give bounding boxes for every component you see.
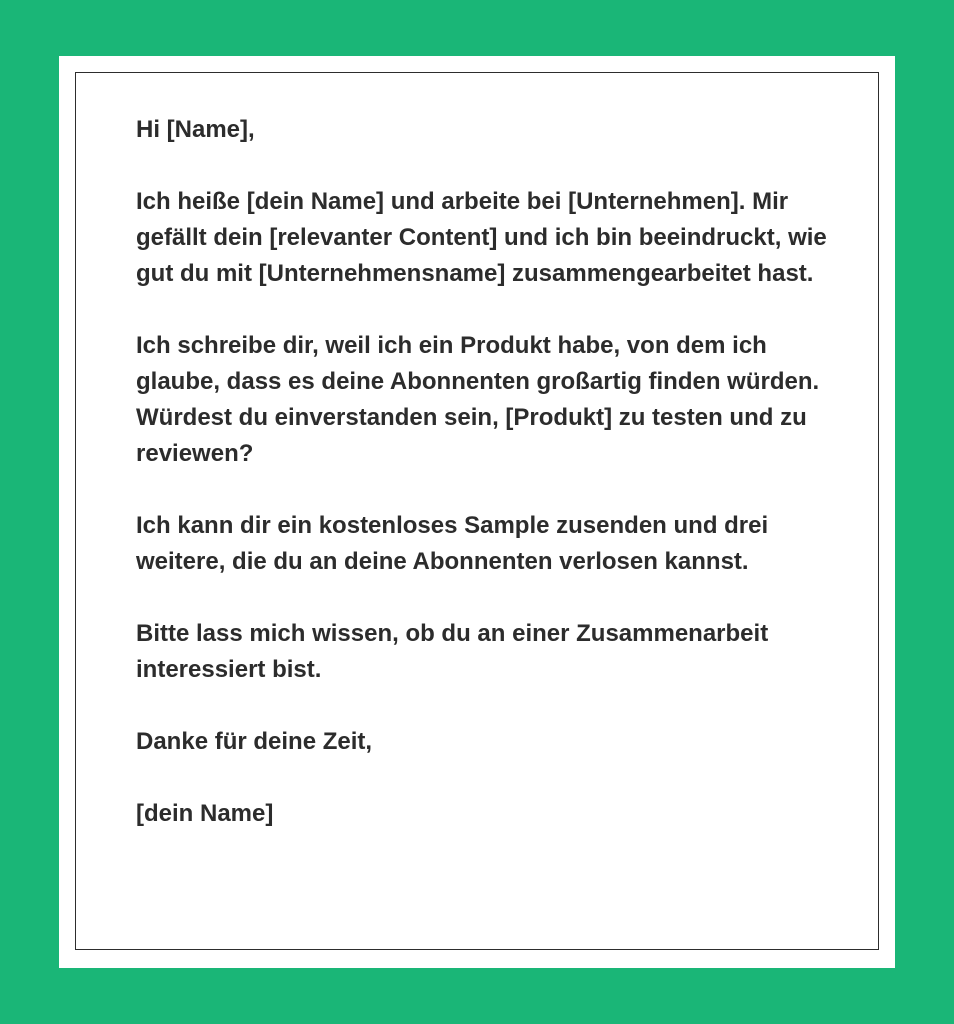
letter-paragraph-offer: Ich kann dir ein kostenloses Sample zusenden und drei weitere, die du an deine Abonnenten verlosen kannst. <box>136 512 769 575</box>
letter-paragraph-request: Ich schreibe dir, weil ich ein Produkt habe, von dem ich glaube, dass es deine Abonnenten großartig finden würden. Würdest du einverstanden sein, [Produkt] zu testen und zu reviewen? <box>136 332 820 467</box>
letter-signoff: Danke für deine Zeit, <box>136 728 373 755</box>
letter-paragraph-intro: Ich heiße [dein Name] und arbeite bei [Unternehmen]. Mir gefällt dein [relevanter Content] und ich bin beeindruckt, wie gut du mit [Unternehmensname] zusammengearbeitet hast. <box>136 188 827 287</box>
letter-greeting: Hi [Name], <box>136 116 255 143</box>
letter-signature: [dein Name] <box>136 800 274 827</box>
letter-body <box>136 112 836 832</box>
letter-paragraph-closing: Bitte lass mich wissen, ob du an einer Zusammenarbeit interessiert bist. <box>136 620 769 683</box>
